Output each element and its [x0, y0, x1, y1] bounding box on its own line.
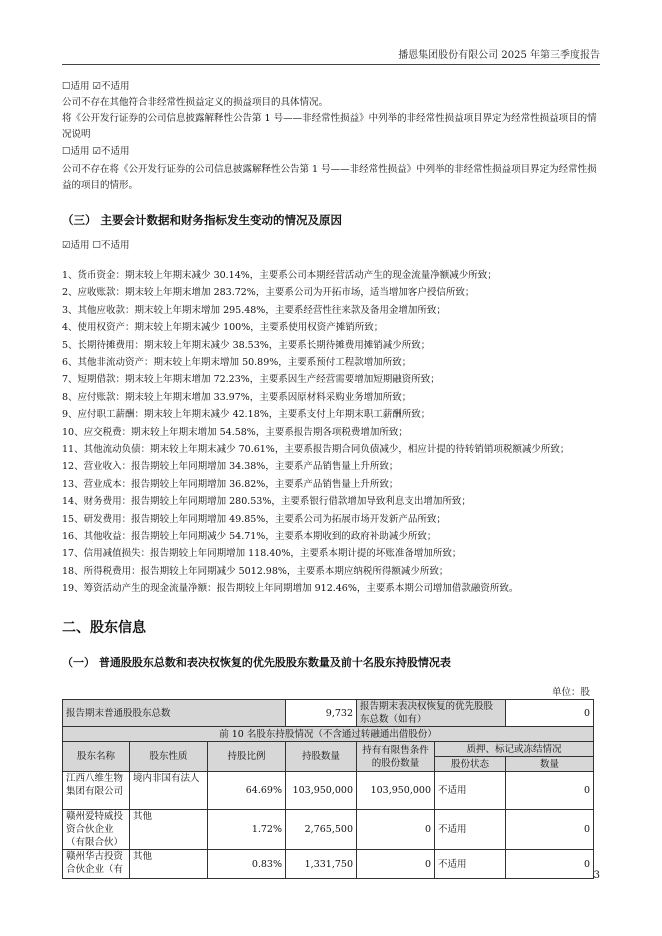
section-heading: 二、股东信息 [62, 620, 146, 636]
cell-qty: 2,765,500 [286, 810, 357, 850]
col-header-nature: 股东性质 [130, 742, 208, 772]
list-item: 4、使用权资产：期末较上年期末减少 100%，主要系使用权资产摊销所致； [62, 322, 384, 334]
total-shareholders-label: 报告期末普通股股东总数 [63, 700, 286, 727]
list-item: 18、所得税费用：报告期较上年同期减少 5012.98%，主要系本期应纳税所得额减少所致； [62, 565, 449, 577]
table-row [63, 772, 594, 810]
col-header-count: 数量 [506, 757, 594, 772]
cell-restricted: 103,950,000 [357, 772, 435, 810]
top10-header: 前 10 名股东持股情况（不含通过转融通出借股份） [63, 727, 594, 742]
section-title: （三） 主要会计数据和财务指标发生变动的情况及原因 [62, 213, 343, 227]
cell-count: 0 [506, 850, 594, 879]
list-item: 1、货币资金：期末较上年期末减少 30.14%，主要系公司本期经营活动产生的现金流量净额减少所致； [62, 270, 497, 281]
list-item: 16、其他收益：报告期较上年同期减少 54.71%，主要系本期收到的政府补助减少所致； [62, 531, 437, 542]
cell-status: 不适用 [435, 772, 506, 810]
list-item: 7、短期借款：期末较上年期末增加 72.23%，主要系因生产经营需要增加短期融资所致； [62, 374, 440, 386]
cell-ratio: 0.83% [208, 850, 286, 879]
cell-name: 赣州华古投资合伙企业（有 [63, 850, 130, 879]
cell-count: 0 [506, 772, 594, 810]
preferred-shareholders-value: 0 [506, 700, 594, 727]
list-item: 11、其他流动负债：期末较上年期末减少 70.61%，主要系报告期合同负债减少，相应计提的待转销销项税额减少所致； [62, 444, 570, 455]
applicable-checkbox-2: ☐适用 ☑不适用 [62, 146, 130, 157]
shareholder-table [62, 699, 594, 879]
col-header-name: 股东名称 [63, 742, 130, 772]
list-item: 10、应交税费：期末较上年期末增加 54.58%，主要系报告期各项税费增加所致； [62, 426, 408, 438]
cell-restricted: 0 [357, 850, 435, 879]
subsection-heading: （一） 普通股股东总数和表决权恢复的优先股股东数量及前十名股东持股情况表 [62, 656, 451, 669]
list-item: 14、财务费用：报告期较上年同期增加 280.53%，主要系银行借款增加导致利息支出增加所致； [62, 496, 471, 508]
cell-ratio: 1.72% [208, 810, 286, 850]
cell-nature: 境内非国有法人 [130, 772, 208, 810]
table-row [63, 850, 594, 879]
list-item: 5、长期待摊费用：期末较上年期末减少 38.53%，主要系长期待摊费用摊销减少所致； [62, 339, 431, 351]
list-item: 2、应收账款：期末较上年期末增加 283.72%，主要系公司为开拓市场，适当增加客户授信所致； [62, 287, 475, 299]
list-item: 13、营业成本：报告期较上年同期增加 36.82%，主要系产品销售量上升所致； [62, 478, 399, 490]
cell-nature: 其他 [130, 850, 208, 879]
report-header: 播恩集团股份有限公司 2025 年第三季度报告 [398, 50, 600, 61]
cell-name: 赣州爱特威投资合伙企业（有限合伙） [63, 810, 130, 850]
paragraph-line: 公司不存在其他符合非经常性损益定义的损益项目的具体情况。 [62, 97, 329, 108]
unit-label: 单位：股 [551, 687, 590, 698]
header-divider [62, 64, 600, 65]
col-header-restricted: 持有有限售条件的股份数量 [357, 742, 435, 772]
list-item: 6、其他非流动资产：期末较上年期末增加 50.89%，主要系预付工程款增加所致； [62, 357, 412, 368]
list-item: 12、营业收入：报告期较上年同期增加 34.38%，主要系产品销售量上升所致； [62, 461, 399, 473]
table-row [63, 810, 594, 850]
cell-qty: 1,331,750 [286, 850, 357, 879]
cell-name: 江西八维生物集团有限公司 [63, 772, 130, 810]
cell-nature: 其他 [130, 810, 208, 850]
cell-restricted: 0 [357, 810, 435, 850]
col-header-ratio: 持股比例 [208, 742, 286, 772]
page-number: 3 [593, 870, 600, 881]
list-item: 8、应付账款：期末较上年期末增加 33.97%，主要系因原材料采购业务增加所致； [62, 391, 412, 403]
total-shareholders-value: 9,732 [286, 700, 357, 727]
preferred-shareholders-label: 报告期末表决权恢复的优先股股东总数（如有） [357, 700, 506, 727]
cell-count: 0 [506, 810, 594, 850]
list-item: 17、信用减值损失：报告期较上年同期增加 118.40%，主要系本期计提的坏账准备增加所致； [62, 548, 462, 560]
applicable-checkbox-3: ☑适用 ☐不适用 [62, 240, 130, 251]
cell-qty: 103,950,000 [286, 772, 357, 810]
paragraph-line: 公司不存在将《公开发行证券的公司信息披露解释性公告第 1 号——非经常性损益》中列举的非经常性损益项目界定为经常性损益的项目的情形。 [62, 164, 597, 191]
cell-status: 不适用 [435, 850, 506, 879]
cell-status: 不适用 [435, 810, 506, 850]
list-item: 19、筹资活动产生的现金流量净额：报告期较上年同期增加 912.46%，主要系本期公司增加借款融资所致。 [62, 583, 519, 595]
col-header-qty: 持股数量 [286, 742, 357, 772]
list-item: 15、研发费用：报告期较上年同期增加 49.85%，主要系公司为拓展市场开发新产品所致； [62, 513, 446, 525]
list-item: 3、其他应收款：期末较上年期末增加 295.48%，主要系经营性往来款及备用金增加所致； [62, 304, 446, 316]
list-item: 9、应付职工薪酬：期末较上年期末减少 42.18%，主要系支付上年期末职工薪酬所致； [62, 409, 431, 421]
col-header-pledge: 质押、标记或冻结情况 [435, 742, 594, 757]
applicable-checkbox-1: ☐适用 ☑不适用 [62, 81, 130, 92]
paragraph-line: 将《公开发行证券的公司信息披露解释性公告第 1 号——非经常性损益》中列举的非经常性损益项目界定为经常性损益项目的情况说明 [62, 113, 597, 140]
cell-ratio: 64.69% [208, 772, 286, 810]
col-header-status: 股份状态 [435, 757, 506, 772]
